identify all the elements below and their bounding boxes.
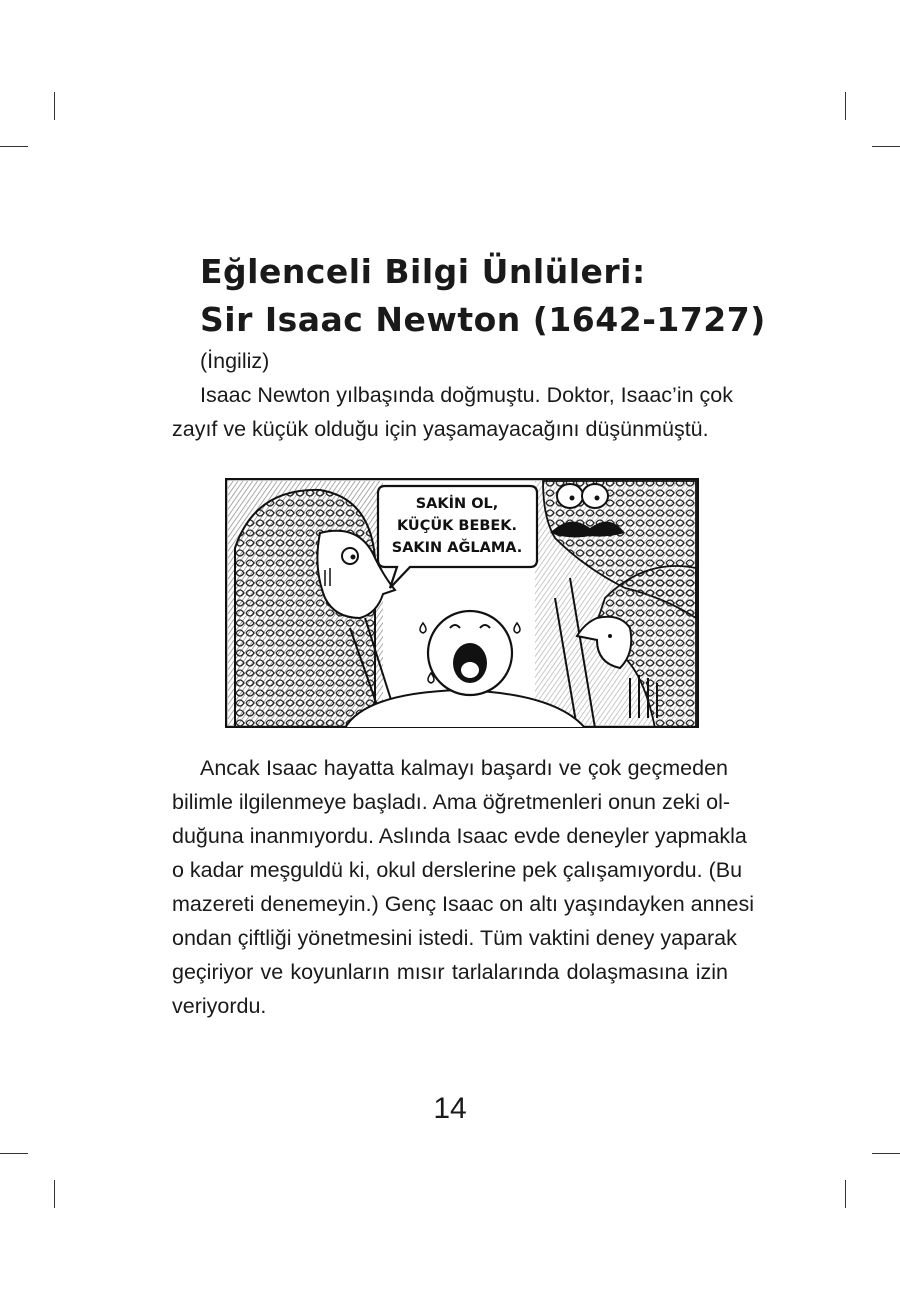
page-title-line-2: Sir Isaac Newton (1642-1727): [200, 300, 766, 339]
page-number: 14: [433, 1092, 467, 1125]
body-line-2: bilimle ilgilenmeye başladı. Ama öğretmenleri onun zeki ol-: [172, 790, 731, 814]
crop-mark-bottom-right-h: [872, 1153, 900, 1154]
body-line-6: ondan çiftliği yönetmesini istedi. Tüm vaktini deney yaparak: [172, 926, 737, 950]
body-line-4: o kadar meşguldü ki, okul derslerine pek çalışamıyordu. (Bu: [172, 858, 743, 882]
body-line-8: veriyordu.: [172, 994, 267, 1018]
intro-line-2: zayıf ve küçük olduğu için yaşamayacağını düşünmüştü.: [172, 417, 709, 441]
crop-mark-top-left-h: [0, 146, 28, 147]
body-line-1: Ancak Isaac hayatta kalmayı başardı ve çok geçmeden: [200, 756, 728, 780]
intro-line-1: Isaac Newton yılbaşında doğmuştu. Doktor, Isaac’in çok: [200, 383, 733, 407]
body-line-5: mazereti denemeyin.) Genç Isaac on altı yaşındayken annesi: [172, 892, 755, 916]
crop-mark-bottom-left-h: [0, 1153, 28, 1154]
speech-line-3: SAKIN AĞLAMA.: [391, 540, 523, 556]
cartoon-illustration: [225, 478, 699, 728]
crop-mark-top-right-h: [872, 146, 900, 147]
crop-mark-bottom-left-v: [54, 1180, 55, 1208]
body-line-3: duğuna inanmıyordu. Aslında Isaac evde deneyler yapmakla: [172, 824, 747, 848]
body-line-7: geçiriyor ve koyunların mısır tarlalarında dolaşmasına izin: [172, 960, 728, 984]
crop-mark-top-right-v: [845, 92, 846, 120]
intro-paragraph: [172, 378, 733, 446]
crop-mark-bottom-right-v: [845, 1180, 846, 1208]
page-title-line-1: Eğlenceli Bilgi Ünlüleri:: [200, 252, 646, 291]
body-paragraph: [172, 751, 755, 1023]
speech-line-2: KÜÇÜK BEBEK.: [396, 518, 518, 534]
speech-line-1: SAKİN OL,: [415, 496, 499, 512]
nationality-label: (İngiliz): [200, 349, 270, 373]
crop-mark-top-left-v: [54, 92, 55, 120]
